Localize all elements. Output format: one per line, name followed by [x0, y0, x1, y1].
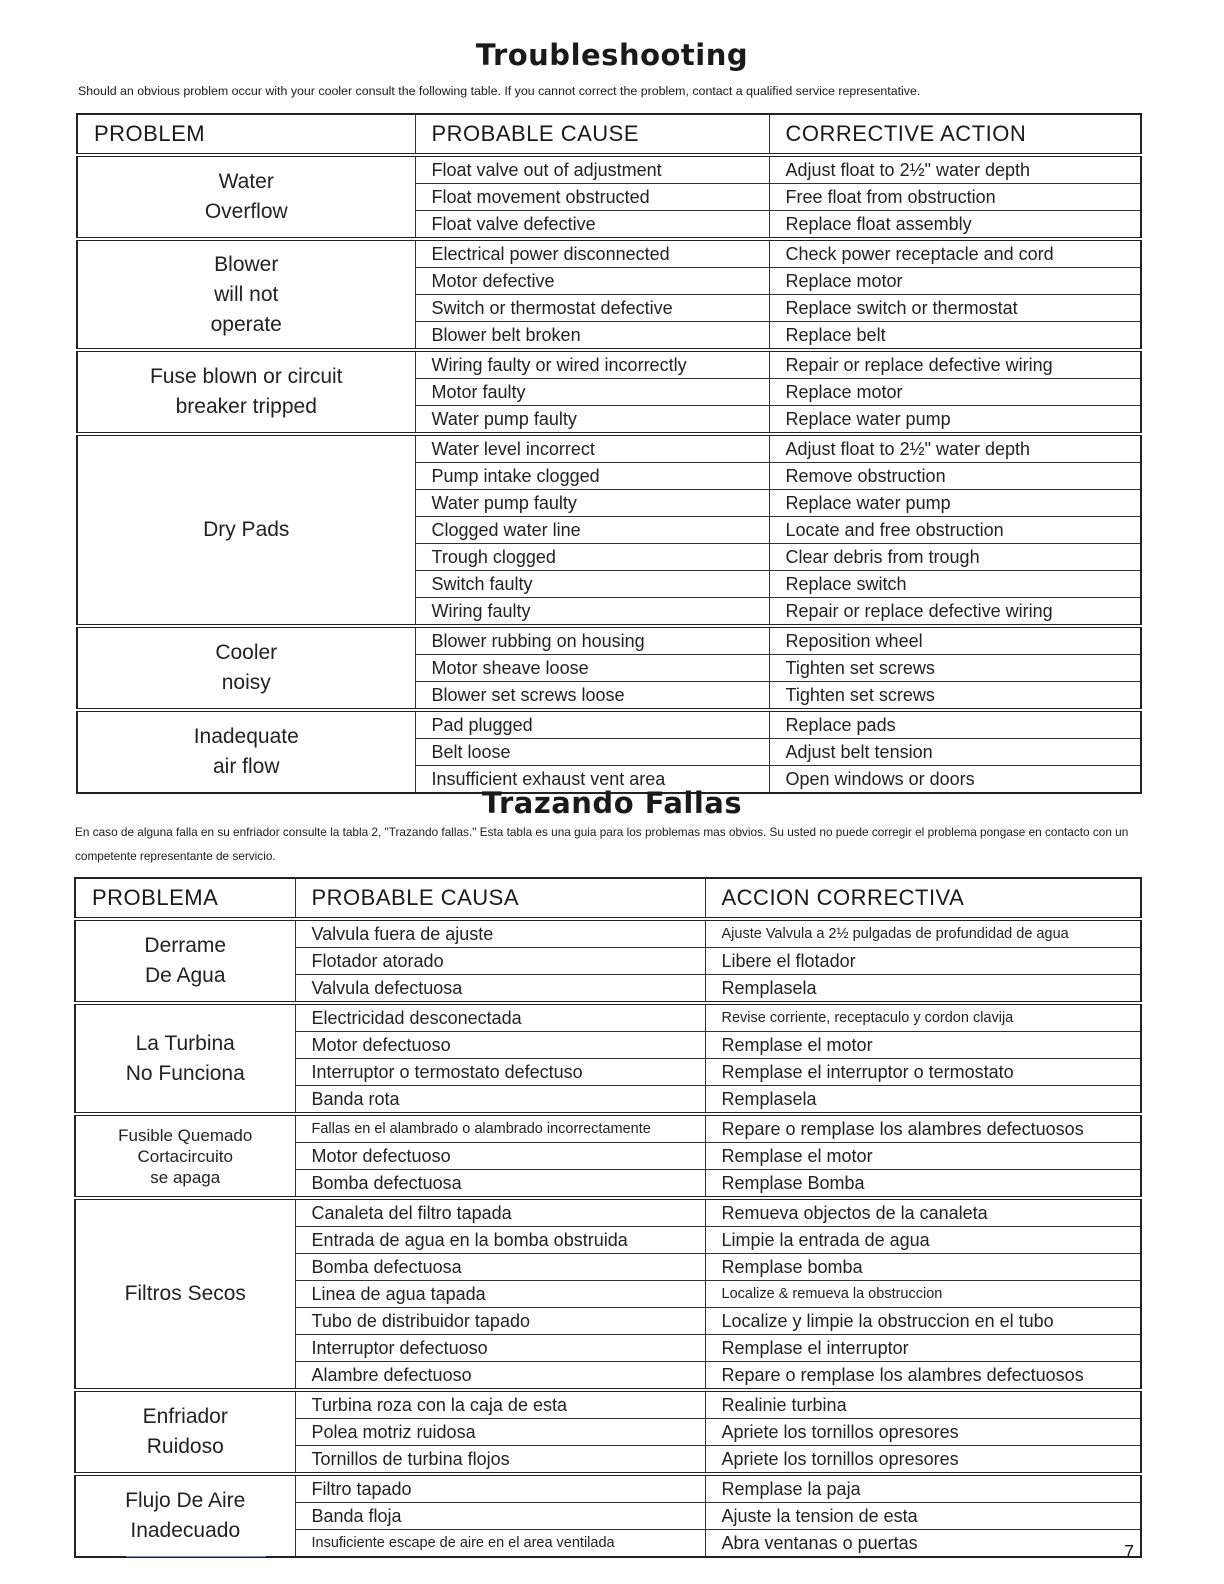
action-cell: Remplasela: [705, 975, 1141, 1004]
action-cell: Revise corriente, receptaculo y cordon clavija: [705, 1003, 1141, 1032]
cause-cell: Tubo de distribuidor tapado: [295, 1308, 705, 1335]
cause-cell: Flotador atorado: [295, 948, 705, 975]
cause-cell: Polea motriz ruidosa: [295, 1419, 705, 1446]
header-problem: PROBLEMA: [75, 878, 295, 919]
table-row: [75, 1390, 1141, 1419]
action-cell: Localize & remueva la obstruccion: [705, 1281, 1141, 1308]
cause-cell: Clogged water line: [415, 517, 769, 544]
intro-paragraph: Should an obvious problem occur with your cooler consult the following table. If you cannot correct the problem, contact a qualified service representative.: [78, 84, 921, 98]
cause-cell: Insufficient exhaust vent area: [415, 766, 769, 794]
cause-cell: Banda rota: [295, 1086, 705, 1115]
cause-cell: Banda floja: [295, 1503, 705, 1530]
action-cell: Remplase el motor: [705, 1032, 1141, 1059]
table-row: [77, 155, 1141, 184]
cause-cell: Float movement obstructed: [415, 184, 769, 211]
cause-cell: Pump intake clogged: [415, 463, 769, 490]
page-title: Troubleshooting: [475, 38, 749, 72]
action-cell: Check power receptacle and cord: [769, 239, 1141, 268]
cause-cell: Wiring faulty or wired incorrectly: [415, 350, 769, 379]
action-cell: Replace switch or thermostat: [769, 295, 1141, 322]
problem-cell: [75, 1003, 295, 1114]
action-cell: Remueva objectos de la canaleta: [705, 1198, 1141, 1227]
action-cell: Repare o remplase los alambres defectuosos: [705, 1114, 1141, 1143]
cause-cell: Motor faulty: [415, 379, 769, 406]
problem-cell: [75, 1198, 295, 1390]
cause-cell: Motor sheave loose: [415, 655, 769, 682]
cause-cell: Blower set screws loose: [415, 682, 769, 711]
action-cell: Replace float assembly: [769, 211, 1141, 240]
action-cell: Replace switch: [769, 571, 1141, 598]
cause-cell: Insuficiente escape de aire en el area ventilada: [295, 1530, 705, 1558]
header-cause: PROBABLE CAUSE: [415, 114, 769, 155]
page-title-spanish: Trazando Fallas: [481, 786, 743, 820]
problem-label: Fusible Quemado Cortacircuito se apaga: [118, 1125, 253, 1187]
troubleshooting-table: [76, 113, 1142, 794]
cause-cell: Motor defectuoso: [295, 1032, 705, 1059]
cause-cell: Alambre defectuoso: [295, 1362, 705, 1391]
problem-label: Blower will not operate: [210, 252, 282, 336]
cause-cell: Switch or thermostat defective: [415, 295, 769, 322]
action-cell: Remplase Bomba: [705, 1170, 1141, 1199]
action-cell: Remplase el interruptor: [705, 1335, 1141, 1362]
cause-cell: Wiring faulty: [415, 598, 769, 627]
header-action: ACCION CORRECTIVA: [705, 878, 1141, 919]
action-cell: Locate and free obstruction: [769, 517, 1141, 544]
cause-cell: Tornillos de turbina flojos: [295, 1446, 705, 1475]
cause-cell: Electricidad desconectada: [295, 1003, 705, 1032]
action-cell: Replace water pump: [769, 406, 1141, 435]
action-cell: Adjust float to 2½" water depth: [769, 434, 1141, 463]
action-cell: Replace water pump: [769, 490, 1141, 517]
action-cell: Tighten set screws: [769, 655, 1141, 682]
problem-label: Enfriador Ruidoso: [142, 1405, 228, 1458]
cause-cell: Water pump faulty: [415, 490, 769, 517]
cause-cell: Water level incorrect: [415, 434, 769, 463]
cause-cell: Switch faulty: [415, 571, 769, 598]
action-cell: Libere el flotador: [705, 948, 1141, 975]
action-cell: Remplase el motor: [705, 1143, 1141, 1170]
table-row: [77, 710, 1141, 739]
action-cell: Replace motor: [769, 268, 1141, 295]
problem-cell: [77, 350, 415, 434]
footer-rule: [126, 1556, 266, 1557]
intro-paragraph-spanish: En caso de alguna falla en su enfriador consulte la tabla 2, "Trazando fallas." Esta tabla es una guia para los problemas mas obvios. Su usted no puede corregir el problema pongase en contacto con un competente representante de servicio.: [75, 825, 1129, 863]
problem-label: Flujo De Aire Inadecuado: [125, 1489, 246, 1542]
cause-cell: Float valve out of adjustment: [415, 155, 769, 184]
action-cell: Repair or replace defective wiring: [769, 350, 1141, 379]
problem-label: Dry Pads: [203, 518, 290, 541]
problem-cell: [75, 1390, 295, 1474]
cause-cell: Filtro tapado: [295, 1474, 705, 1503]
action-cell: Repare o remplase los alambres defectuosos: [705, 1362, 1141, 1391]
problem-cell: [77, 710, 415, 793]
action-cell: Replace belt: [769, 322, 1141, 351]
table-row: [75, 1003, 1141, 1032]
action-cell: Repair or replace defective wiring: [769, 598, 1141, 627]
cause-cell: Bomba defectuosa: [295, 1254, 705, 1281]
cause-cell: Float valve defective: [415, 211, 769, 240]
table-body: [77, 155, 1141, 793]
cause-cell: Blower rubbing on housing: [415, 626, 769, 655]
cause-cell: Electrical power disconnected: [415, 239, 769, 268]
header-action: CORRECTIVE ACTION: [769, 114, 1141, 155]
header-cause: PROBABLE CAUSA: [295, 878, 705, 919]
action-cell: Remplase la paja: [705, 1474, 1141, 1503]
problem-label: La Turbina No Funciona: [125, 1031, 245, 1085]
action-cell: Replace motor: [769, 379, 1141, 406]
action-cell: Reposition wheel: [769, 626, 1141, 655]
problem-label: Filtros Secos: [124, 1282, 246, 1305]
cause-cell: Water pump faulty: [415, 406, 769, 435]
action-cell: Localize y limpie la obstruccion en el tubo: [705, 1308, 1141, 1335]
cause-cell: Linea de agua tapada: [295, 1281, 705, 1308]
action-cell: Abra ventanas o puertas: [705, 1530, 1141, 1558]
table-row: [75, 919, 1141, 948]
action-cell: Limpie la entrada de agua: [705, 1227, 1141, 1254]
action-cell: Ajuste la tension de esta: [705, 1503, 1141, 1530]
problem-cell: [75, 1114, 295, 1198]
table-body: [75, 919, 1141, 1557]
action-cell: Remplase el interruptor o termostato: [705, 1059, 1141, 1086]
action-cell: Free float from obstruction: [769, 184, 1141, 211]
action-cell: Clear debris from trough: [769, 544, 1141, 571]
action-cell: Remplasela: [705, 1086, 1141, 1115]
page-number: 7: [1124, 1542, 1135, 1562]
action-cell: Remove obstruction: [769, 463, 1141, 490]
table-row: [77, 239, 1141, 268]
problem-label: Fuse blown or circuit breaker tripped: [149, 365, 343, 418]
action-cell: Adjust float to 2½" water depth: [769, 155, 1141, 184]
cause-cell: Valvula defectuosa: [295, 975, 705, 1004]
problem-cell: [75, 919, 295, 1003]
action-cell: Apriete los tornillos opresores: [705, 1446, 1141, 1475]
table-row: [77, 626, 1141, 655]
troubleshooting-table-spanish: [74, 877, 1142, 1558]
problem-cell: [77, 239, 415, 350]
problem-label: Water Overflow: [204, 170, 288, 223]
action-cell: Realinie turbina: [705, 1390, 1141, 1419]
cause-cell: Entrada de agua en la bomba obstruida: [295, 1227, 705, 1254]
cause-cell: Pad plugged: [415, 710, 769, 739]
problem-label: Derrame De Agua: [144, 934, 227, 987]
table-row: [77, 434, 1141, 463]
action-cell: Apriete los tornillos opresores: [705, 1419, 1141, 1446]
cause-cell: Canaleta del filtro tapada: [295, 1198, 705, 1227]
cause-cell: Interruptor defectuoso: [295, 1335, 705, 1362]
cause-cell: Belt loose: [415, 739, 769, 766]
cause-cell: Interruptor o termostato defectuso: [295, 1059, 705, 1086]
cause-cell: Motor defective: [415, 268, 769, 295]
table-row: [75, 1198, 1141, 1227]
problem-cell: [77, 155, 415, 239]
action-cell: Remplase bomba: [705, 1254, 1141, 1281]
cause-cell: Fallas en el alambrado o alambrado incorrectamente: [295, 1114, 705, 1143]
action-cell: Open windows or doors: [769, 766, 1141, 794]
cause-cell: Trough clogged: [415, 544, 769, 571]
table-row: [77, 350, 1141, 379]
table-header-row: [77, 114, 1141, 155]
table-row: [75, 1474, 1141, 1503]
problem-cell: [77, 626, 415, 710]
cause-cell: Valvula fuera de ajuste: [295, 919, 705, 948]
cause-cell: Blower belt broken: [415, 322, 769, 351]
cause-cell: Bomba defectuosa: [295, 1170, 705, 1199]
header-problem: PROBLEM: [77, 114, 415, 155]
table-row: [75, 1114, 1141, 1143]
problem-label: Inadequate air flow: [193, 725, 299, 778]
problem-label: Cooler noisy: [215, 641, 278, 694]
problem-cell: [75, 1474, 295, 1557]
action-cell: Adjust belt tension: [769, 739, 1141, 766]
cause-cell: Turbina roza con la caja de esta: [295, 1390, 705, 1419]
cause-cell: Motor defectuoso: [295, 1143, 705, 1170]
problem-cell: [77, 434, 415, 626]
table-header-row: [75, 878, 1141, 919]
action-cell: Tighten set screws: [769, 682, 1141, 711]
action-cell: Ajuste Valvula a 2½ pulgadas de profundidad de agua: [705, 919, 1141, 948]
action-cell: Replace pads: [769, 710, 1141, 739]
